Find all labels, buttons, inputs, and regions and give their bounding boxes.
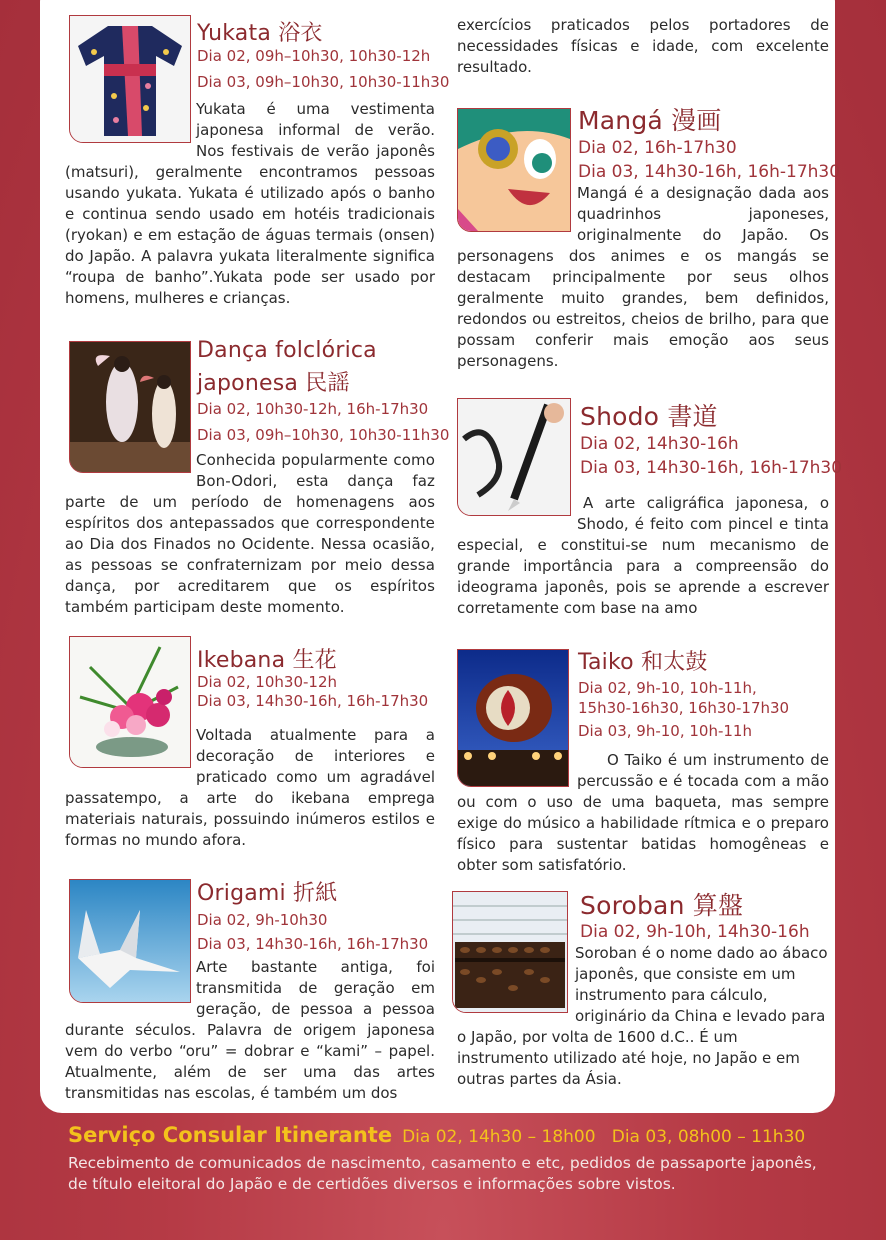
yukata-schedule-day2: Dia 02, 09h–10h30, 10h30-12h [197,47,431,65]
footer-description: Recebimento de comunicados de nascimento, casamento e etc, pedidos de passaporte japonês, de título eleitoral do Japão e de certidões diversos e informações sobre vistos. [68,1154,817,1193]
footer-title: Serviço Consular Itinerante [68,1123,393,1147]
taiko-schedule-day3: Dia 03, 9h-10, 10h-11h [578,722,752,740]
yukata-schedule-day3: Dia 03, 09h–10h30, 10h30-11h30 [197,73,450,91]
footer-schedule: Dia 02, 14h30 – 18h00 Dia 03, 08h00 – 11h30 [402,1127,806,1147]
soroban-schedule-day2: Dia 02, 9h-10h, 14h30-16h [580,922,810,942]
ikebana-text [65,725,435,851]
shodo-text [457,493,829,619]
taiko-text [457,750,829,876]
yukata-text [65,99,435,309]
soroban-description: Soroban é o nome dado ao ábaco japonês, que consiste em um instrumento para cálculo, originário da China e levado para o Japão, por volta de 1600 d.C.. É um instrumento utilizado até hoje, no Japão e em outras partes da Ásia. [457,944,828,1088]
soroban-title: Soroban 算盤 [580,891,744,920]
soroban-text [457,943,829,1090]
danca-title-line1: Dança folclórica [197,338,377,363]
origami-continued-text: exercícios praticados pelos portadores de necessidades físicas e idade, com excelente resultado. [457,16,829,76]
danca-schedule-day2: Dia 02, 10h30-12h, 16h-17h30 [197,400,429,418]
manga-description: Mangá é a designação dada aos quadrinhos japoneses, originalmente do Japão. Os personagens dos animes e os mangás se destacam principalmente por seus olhos geralmente muito grandes, bem definidos, redondos ou estreitos, cheios de brilho, para que possam conferir mais emoção aos seus personagens. [457,184,829,370]
shodo-description: A arte caligráfica japonesa, o Shodo, é feito com pincel e tinta especial, e constitui-se num mecanismo de grande importância para a compreensão do ideograma japonês, pois se aprende a escrever corretamente com base na amo [457,494,829,617]
origami-description: Arte bastante antiga, foi transmitida de geração em geração, de pessoa a pessoa durante séculos. Palavra de origem japonesa vem do verbo “oru” = dobrar e “kami” – papel. Atualmente, além de ser uma das artes transmitidas nas escolas, é também um dos [65,958,435,1102]
danca-schedule-day3: Dia 03, 09h–10h30, 10h30-11h30 [197,426,450,444]
manga-text [457,183,829,372]
danca-text [65,450,435,618]
danca-title-line2: japonesa 民謡 [197,371,350,396]
taiko-schedule-day2-cont: 15h30-16h30, 16h30-17h30 [578,699,790,717]
origami-schedule-day2: Dia 02, 9h-10h30 [197,911,328,929]
yukata-title: Yukata 浴衣 [197,21,323,46]
origami-schedule-day3: Dia 03, 14h30-16h, 16h-17h30 [197,935,429,953]
taiko-description: O Taiko é um instrumento de percussão e é tocada com a mão ou com o uso de uma baqueta, mas sempre exige do músico a habilidade rítmica e o preparo físico para sustentar batidas homogêneas e obter som satisfatório. [457,751,829,874]
origami-title: Origami 折紙 [197,881,338,906]
ikebana-description: Voltada atualmente para a decoração de interiores e praticado como um agradável passatempo, a arte do ikebana emprega materiais naturais, possuindo inúmeros estilos e formas no mundo afora. [65,726,435,849]
manga-title: Mangá 漫画 [578,106,722,135]
shodo-schedule-day3: Dia 03, 14h30-16h, 16h-17h30 [580,458,843,478]
yukata-description: Yukata é uma vestimenta japonesa informal de verão. Nos festivais de verão japonês (matsuri), geralmente encontramos pessoas usando yukata. Yukata é utilizado após o banho e continua sendo usado em hotéis tradicionais (ryokan) e em estação de águas termais (onsen) do Japão. A palavra yukata literalmente significa “roupa de banho”.Yukata pode ser usado por homens, mulheres e crianças. [65,100,435,307]
footer-consular-service [68,1123,828,1195]
shodo-title: Shodo 書道 [580,402,718,431]
taiko-title: Taiko 和太鼓 [578,650,708,675]
danca-description: Conhecida popularmente como Bon-Odori, esta dança faz parte de um período de homenagens aos espíritos dos antepassados que correspondente ao Dia dos Finados no Ocidente. Nessa ocasião, as pessoas se confraternizam por meio dessa dança, por acreditarem que os espíritos também participam deste momento. [65,451,435,616]
manga-schedule-day3: Dia 03, 14h30-16h, 16h-17h30 [578,162,841,182]
footer-title-row [68,1123,828,1147]
ikebana-schedule-day2: Dia 02, 10h30-12h [197,673,337,691]
ikebana-title: Ikebana 生花 [197,648,337,673]
taiko-schedule-day2: Dia 02, 9h-10, 10h-11h, [578,679,757,697]
ikebana-schedule-day3: Dia 03, 14h30-16h, 16h-17h30 [197,692,429,710]
origami-text [65,957,435,1104]
shodo-schedule-day2: Dia 02, 14h30-16h [580,434,739,454]
manga-schedule-day2: Dia 02, 16h-17h30 [578,138,737,158]
